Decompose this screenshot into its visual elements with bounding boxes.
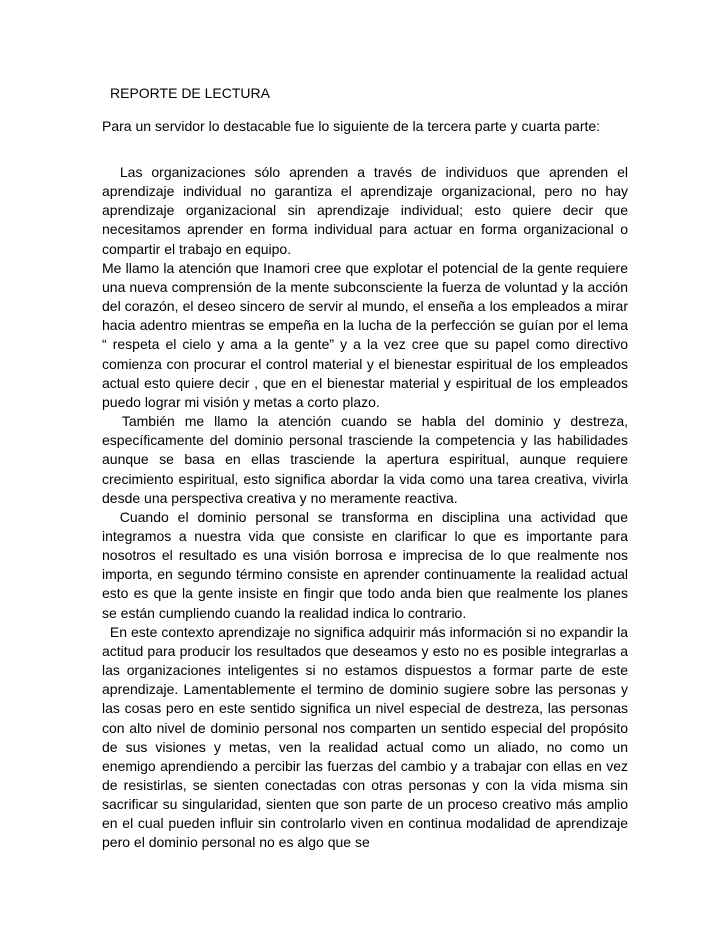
report-body [102,163,628,853]
paragraph-3: También me llamo la atención cuando se habla del dominio y destreza, específicamente del dominio personal trasciende la competencia y las habilidades aunque se basa en ellas trasciende la apertura espiritual, aunque requiere crecimiento espiritual, esto significa abordar la vida como una tarea creativa, vivirla desde una perspectiva creativa y no meramente reactiva. [102,413,628,506]
paragraph-5: En este contexto aprendizaje no significa adquirir más información si no expandir la actitud para producir los resultados que deseamos y esto no es posible integrarlas a las organizaciones inteligentes si no estamos dispuestos a formar parte de este aprendizaje. Lamentablemente el termino de dominio sugiere sobre las personas y las cosas pero en este sentido significa un nivel especial de destreza, las personas con alto nivel de dominio personal nos comparten un sentido especial del propósito de sus visiones y metas, ven la realidad actual como un aliado, no como un enemigo aprendiendo a percibir las fuerzas del cambio y a trabajar con ellas en vez de resistirlas, se sienten conectadas con otras personas y con la vida misma sin sacrificar su singularidad, sienten que son parte de un proceso creativo más amplio en el cual pueden influir sin controlarlo viven en continua modalidad de aprendizaje pero el dominio personal no es algo que se [102,623,628,851]
paragraph-2: Me llamo la atención que Inamori cree que explotar el potencial de la gente requiere una nueva comprensión de la mente subconsciente la fuerza de voluntad y la acción del corazón, el deseo sincero de servir al mundo, el enseña a los empleados a mirar hacia adentro mientras se empeña en la lucha de la perfección se guían por el lema “ respeta el cielo y ama a la gente” y a la vez cree que su papel como directivo comienza con procurar el control material y el bienestar espiritual de los empleados actual esto quiere decir , que en el bienestar material y espiritual de los empleados puedo lograr mi visión y metas a corto plazo. [102,259,628,410]
intro-line: Para un servidor lo destacable fue lo siguiente de la tercera parte y cuarta parte: [102,118,601,134]
paragraph-4: Cuando el dominio personal se transforma en disciplina una actividad que integramos a nuestra vida que consiste en clarificar lo que es importante para nosotros el resultado es una visión borrosa e imprecisa de lo que realmente nos importa, en segundo término consiste en aprender continuamente la realidad actual esto es que la gente insiste en fingir que todo anda bien que realmente los planes se están cumpliendo cuando la realidad indica lo contrario. [102,508,628,621]
report-title: REPORTE DE LECTURA [110,85,270,101]
paragraph-1: Las organizaciones sólo aprenden a través de individuos que aprenden el aprendizaje individual no garantiza el aprendizaje organizacional, pero no hay aprendizaje organizacional sin aprendizaje individual; esto quiere decir que necesitamos aprender en forma individual para actuar en forma organizacional o compartir el trabajo en equipo. [102,164,628,257]
